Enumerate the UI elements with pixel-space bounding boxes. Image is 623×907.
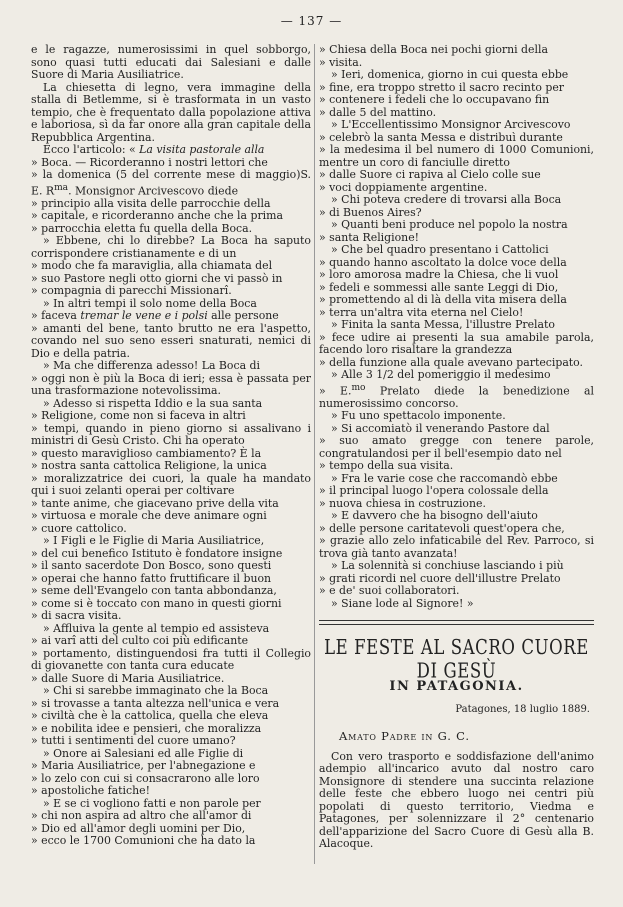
paragraph: » terra un'altra vita eterna nel Cielo! <box>319 305 524 319</box>
paragraph: » ai varî atti del culto coi più edificante <box>31 634 249 648</box>
paragraph: » parrocchia eletta fu quella della Boca. <box>31 221 253 235</box>
paragraph: » si trovasse a tanta altezza nell'unica e vera <box>31 696 280 710</box>
paragraph: » cuore cattolico. <box>31 521 127 535</box>
paragraph: » faceva tremar le vene e i polsi alle persone <box>31 309 279 323</box>
paragraph: » Chiesa della Boca nei pochi giorni della <box>319 43 548 56</box>
column-divider <box>314 44 315 864</box>
paragraph: » modo che fa maraviglia, alla chiamata del <box>31 259 273 273</box>
paragraph: » fine, era troppo stretto il sacro recinto per <box>319 80 564 94</box>
section-body: Con vero trasporto e soddisfazione dell'animo adempio all'incarico avuto dal nostro caro Monsignore di stendere una succinta relazione delle feste che ebbero luogo nei centri più popolati di questo territorio, Viedma e Patagones, per solennizzare il 2° centenario dell'apparizione del Sacro Cuore di Gesù alla B. Alacoque. <box>319 749 594 851</box>
paragraph: » grati ricordi nel cuore dell'illustre Prelato <box>319 571 561 585</box>
paragraph: » Affluiva la gente al tempio ed assisteva <box>43 621 270 635</box>
paragraph: » moralizzatrice dei cuori, la quale ha mandato qui i suoi zelanti operai per coltivare <box>31 471 311 498</box>
paragraph: » Dio ed all'amor degli uomini per Dio, <box>31 821 246 835</box>
paragraph: » la medesima il bel numero di 1000 Comunioni, mentre un coro di fanciulle diretto <box>319 143 594 169</box>
paragraph: » promettendo al di là della vita misera della <box>319 293 567 306</box>
paragraph: » fece udire ai presenti la sua amabile parola, facendo loro risaltare la grandezza <box>319 330 594 356</box>
paragraph: e le ragazze, numerosissimi in quel sobborgo, sono quasi tutti educati dai Salesiani e dalle Suore di Maria Ausiliatrice. <box>31 43 311 81</box>
paragraph: » operai che hanno fatto fruttificare il buon <box>31 571 272 585</box>
paragraph: » Fu uno spettacolo imponente. <box>331 409 506 423</box>
paragraph: » celebrò la santa Messa e distribuì durante <box>319 130 563 144</box>
paragraph: » chi non aspira ad altro che all'amor di <box>31 809 252 823</box>
paragraph: » civiltà che è la cattolica, quella che eleva <box>31 709 269 723</box>
paragraph: » In altri tempi il solo nome della Boca <box>43 296 257 310</box>
paragraph: » Chi si sarebbe immaginato che la Boca <box>43 684 269 698</box>
paragraph: » Ma che differenza adesso! La Boca di <box>43 359 260 373</box>
paragraph: » Ebbene, chi lo direbbe? La Boca ha saputo corrispondere cristianamente e di un <box>31 234 311 260</box>
paragraph: » capitale, e ricorderanno anche che la prima <box>31 209 283 223</box>
paragraph: La chiesetta di legno, vera immagine della stalla di Betlemme, si è trasformata in un vasto tempio, che è frequentato dalla popolazione attiva e laboriosa, sì da far onore alla gran capitale della Repubblica Argentina. <box>31 80 311 144</box>
paragraph: » la domenica (5 del corrente mese di maggio)S. E. $R^{ma}$. Monsignor Arcivescovo diede <box>31 168 311 198</box>
paragraph: » santa Religione! <box>319 230 420 244</box>
paragraph: » quando hanno ascoltato la dolce voce della <box>319 255 567 269</box>
paragraph: » E se ci vogliono fatti e non parole per <box>43 796 261 810</box>
paragraph: » E.$^{mo}$ Prelato diede la benedizione al numerosissimo concorso. <box>319 382 594 410</box>
paragraph: » Alle 3 1/2 del pomeriggio il medesimo <box>331 368 551 381</box>
paragraph: » I Figli e le Figlie di Maria Ausiliatrice, <box>43 534 265 548</box>
paragraph: » suo Pastore negli otto giorni che vi passò in <box>31 271 283 285</box>
paragraph: » Che bel quadro presentano i Cattolici <box>331 243 549 256</box>
paragraph: » Onore ai Salesiani ed alle Figlie di <box>43 746 244 760</box>
section-subtitle: IN PATAGONIA. <box>389 679 524 695</box>
paragraph: » fedeli e sommessi alle sante Leggi di Dio, <box>319 280 559 294</box>
paragraph: » L'Eccellentissimo Monsignor Arcivescovo <box>331 118 571 131</box>
paragraph: » oggi non è più la Boca di ieri; essa è passata per una trasformazione notevolissima. <box>31 371 311 398</box>
paragraph: » compagnia di parecchi Missionarî. <box>31 284 232 298</box>
paragraph: » di sacra visita. <box>31 609 122 623</box>
paragraph: » amanti del bene, tanto brutto ne era l'aspetto, covando nel suo seno esseri snaturati, nemici di Dio e della patria. <box>31 321 311 360</box>
paragraph: » Religione, come non si faceva in altri <box>31 409 246 423</box>
paragraph: » Finita la santa Messa, l'illustre Prelato <box>331 318 555 331</box>
paragraph: » Fra le varie cose che raccomandò ebbe <box>331 471 558 485</box>
page-number: — 137 — <box>280 14 343 28</box>
paragraph: » della funzione alla quale avevano partecipato. <box>319 355 584 369</box>
article-title: La visita pastorale alla <box>139 143 265 156</box>
paragraph: » loro amorosa madre la Chiesa, che li vuol <box>319 268 559 281</box>
paragraph: » portamento, distinguendosi fra tutti il Collegio di giovanette con tanta cura educate <box>31 646 311 673</box>
paragraph: » tempo della sua visita. <box>319 459 454 473</box>
paragraph: » nuova chiesa in costruzione. <box>319 496 486 510</box>
paragraph: » Maria Ausiliatrice, per l'abnegazione e <box>31 759 256 773</box>
right-column <box>319 44 594 851</box>
paragraph: » ecco le 1700 Comunioni che ha dato la <box>31 834 256 848</box>
paragraph: » seme dell'Evangelo con tanta abbondanza, <box>31 584 277 598</box>
paragraph: » questo maraviglioso cambiamento? È la <box>31 446 262 460</box>
section-rule <box>319 620 594 625</box>
left-column <box>31 44 311 848</box>
paragraph: » Siane lode al Signore! » <box>331 596 474 610</box>
paragraph: » e de' suoi collaboratori. <box>319 584 460 598</box>
paragraph: » E davvero che ha bisogno dell'aiuto <box>331 509 538 523</box>
paragraph: » Adesso si rispetta Iddio e la sua santa <box>43 396 263 410</box>
paragraph: » come si è toccato con mano in questi giorni <box>31 596 282 610</box>
section-title: LE FESTE AL SACRO CUORE DI GESÙ <box>324 635 589 683</box>
paragraph: » tutti i sentimenti del cuore umano? <box>31 734 236 748</box>
paragraph: » principio alla visita delle parrocchie della <box>31 196 271 210</box>
paragraph: » nostra santa cattolica Religione, la unica <box>31 459 267 473</box>
paragraph: » delle persone caritatevoli quest'opera che, <box>319 521 565 535</box>
paragraph: » apostoliche fatiche! <box>31 784 150 798</box>
paragraph: » voci doppiamente argentine. <box>319 180 488 194</box>
paragraph: Ecco l'articolo: « La visita pastorale alla <box>43 143 265 156</box>
paragraph: » Boca. — Ricorderanno i nostri lettori che <box>31 155 268 169</box>
paragraph: » tante anime, che giacevano prive della vita <box>31 496 279 510</box>
paragraph: » Si accomiatò il venerando Pastore dal <box>331 421 550 435</box>
paragraph: » dalle 5 del mattino. <box>319 105 437 119</box>
paragraph: » dalle Suore di Maria Ausiliatrice. <box>31 671 225 685</box>
paragraph: » visita. <box>319 55 363 69</box>
paragraph: » il principal luogo l'opera colossale della <box>319 484 549 498</box>
paragraph: » grazie allo zelo infaticabile del Rev. Parroco, si trova già tanto avanzata! <box>319 534 594 560</box>
dateline: Patagones, 18 luglio 1889. <box>455 703 590 715</box>
paragraph: » suo amato gregge con tenere parole, congratulandosi per il bell'esempio dato nel <box>319 434 594 460</box>
paragraph: » il santo sacerdote Don Bosco, sono questi <box>31 559 272 573</box>
paragraph: » del cui benefico Istituto è fondatore insigne <box>31 546 283 560</box>
paragraph: » virtuosa e morale che deve animare ogni <box>31 509 267 523</box>
paragraph: » dalle Suore ci rapiva al Cielo colle sue <box>319 168 541 181</box>
paragraph: » La solennità si conchiuse lasciando i più <box>331 559 564 573</box>
paragraph: » Quanti beni produce nel popolo la nostra <box>331 218 568 231</box>
paragraph: » di Buenos Aires? <box>319 205 422 219</box>
salutation: Amato Padre in G. C. <box>339 729 470 744</box>
paragraph: » Ieri, domenica, giorno in cui questa ebbe <box>331 68 569 81</box>
paragraph: » tempi, quando in pieno giorno si assalivano i ministri di Gesù Cristo. Chi ha operato <box>31 421 311 448</box>
paragraph: » contenere i fedeli che lo occupavano fin <box>319 93 550 106</box>
paragraph: » e nobilita idee e pensieri, che moralizza <box>31 721 262 735</box>
paragraph: » Chi poteva credere di trovarsi alla Boca <box>331 193 562 206</box>
paragraph: » lo zelo con cui si consacrarono alle loro <box>31 771 260 785</box>
